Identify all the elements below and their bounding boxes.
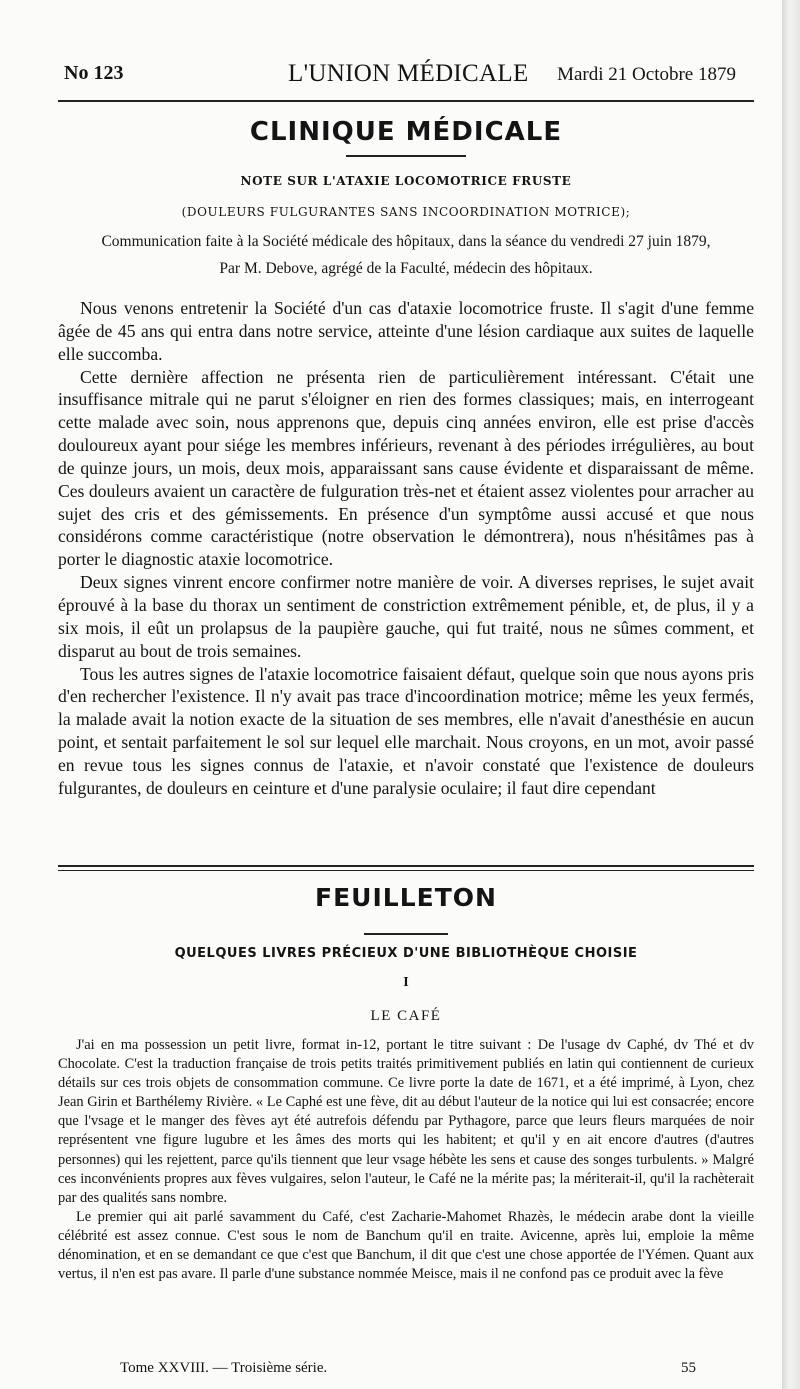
feuilleton-rule-bottom bbox=[58, 870, 754, 871]
paragraph: Deux signes vinrent encore confirmer notre manière de voir. A diverses reprises, le sujet avait éprouvé à la base du thorax un sentiment de constriction extrêmement pénible, et, de plus, il y a six mois, il eût un prolapsus de la paupière gauche, qui fut traité, nous ne sûmes comment, et disparut au bout de trois semaines. bbox=[58, 572, 754, 661]
paragraph: Nous venons entretenir la Société d'un cas d'ataxie locomotrice fruste. Il s'agit d'une femme âgée de 45 ans qui entra dans notre service, atteinte d'une lésion cardiaque aux suites de laquelle elle succomba. bbox=[58, 298, 754, 364]
binding-gutter bbox=[782, 0, 800, 1389]
paragraph: Cette dernière affection ne présenta rien de particulièrement intéressant. C'était une insuffisance mitrale qui ne parut s'éloigner en rien des formes classiques; mais, en interrogeant cette malade avec soin, nous apprenons que, depuis cinq années environ, elle est prise d'accès douloureux ayant pour siége les membres inférieurs, revenant à des périodes irrégulières, au bout de quinze jours, un mois, deux mois, apparaissant sans cause évidente et disparaissant de même. Ces douleurs avaient un caractère de fulguration très-net et étaient assez violentes pour arracher au sujet des cris et des gémissements. En présence d'un symptôme aussi accusé et que nous considérons comme caractéristique (notre observation le démontrera), nous n'hésitâmes pas à porter le diagnostic ataxie locomotrice. bbox=[58, 366, 754, 570]
article-body bbox=[58, 297, 754, 800]
section-title: CLINIQUE MÉDICALE bbox=[249, 117, 563, 147]
issue-date: Mardi 21 Octobre 1879 bbox=[557, 64, 736, 85]
journal-title: L'UNION MÉDICALE bbox=[288, 60, 529, 87]
running-header bbox=[58, 60, 754, 90]
feuilleton-section-rule bbox=[364, 933, 448, 935]
feuilleton-title: FEUILLETON bbox=[315, 883, 497, 912]
chapter-title: LE CAFÉ bbox=[370, 1008, 442, 1024]
article-subtitle: (DOULEURS FULGURANTES SANS INCOORDINATION MOTRICE); bbox=[181, 205, 631, 219]
article-author: Par M. Debove, agrégé de la Faculté, médecin des hôpitaux. bbox=[219, 260, 593, 277]
page-number: 55 bbox=[681, 1360, 696, 1376]
paragraph: J'ai en ma possession un petit livre, format in-12, portant le titre suivant : De l'usage dv Caphé, dv Thé et dv Chocolate. C'est la traduction française de trois petits traités primitivement publiés en latin qui contiennent de curieux détails sur ces trois objets de consommation commune. Ce livre porte la date de 1671, et a été imprimé, à Lyon, chez Jean Girin et Barthélemy Rivière. « Le Caphé est une fève, dit au début l'auteur de la notice qui lui est consacrée; encore que l'vsage et le manger des fèves ayt été autrefois défendu par Pythagore, parce que leurs fleurs marquées de noir représentent vne figure lugubre et les âmes des morts qui les habitent; et qu'il y en ait encore d'autres (d'autres personnes) qui les rejettent, parce qu'ils tiennent que leur vsage hébète les sens et cause des songes turbulents. » Malgré ces inconvénients propres aux fèves vulgaires, selon l'auteur, le Café ne la mérite pas; la mériterait-il, qu'il la rachèterait par des qualités sans nombre. bbox=[58, 1037, 754, 1206]
paragraph: Tous les autres signes de l'ataxie locomotrice faisaient défaut, quelque soin que nous ayons pris d'en rechercher l'existence. Il n'y avait pas trace d'incoordination motrice; même les yeux fermés, la malade avait la notion exacte de la situation de ses membres, elle n'avait d'anesthésie en aucun point, et sentait parfaitement le sol sur lequel elle marchait. Nous croyons, en un mot, avoir passé en revue tous les signes connus de l'ataxie, et n'avoir constaté que l'existence de douleurs fulgurantes, de douleurs en ceinture et d'une paralysie oculaire; il faut dire cependant bbox=[58, 663, 754, 798]
feuilleton-rule-top bbox=[58, 865, 754, 867]
feuilleton-subtitle: QUELQUES LIVRES PRÉCIEUX D'UNE BIBLIOTHÈQUE CHOISIE bbox=[174, 946, 638, 961]
volume-series: Tome XXVIII. — Troisième série. bbox=[120, 1360, 328, 1376]
chapter-number: I bbox=[403, 975, 409, 990]
communication-note: Communication faite à la Société médicale des hôpitaux, dans la séance du vendredi 27 juin 1879, bbox=[101, 233, 711, 250]
feuilleton-body bbox=[58, 1036, 754, 1284]
issue-number: No 123 bbox=[64, 62, 124, 84]
article-title: NOTE SUR L'ATAXIE LOCOMOTRICE FRUSTE bbox=[240, 174, 572, 188]
page-footer bbox=[58, 1360, 754, 1380]
header-rule bbox=[58, 100, 754, 102]
paragraph: Le premier qui ait parlé savamment du Café, c'est Zacharie-Mahomet Rhazès, le médecin arabe dont la vieille célébrité est assez connue. C'est sous le nom de Banchum qu'il en traite. Avicenne, après lui, emploie la même dénomination, et en se demandant ce que c'est que Banchum, il dit que c'est une chose apportée de l'Yémen. Quant aux vertus, il n'en est pas avare. Il parle d'une substance nommée Meisce, mais il ne confond pas ce produit avec la fève bbox=[58, 1208, 754, 1283]
section-rule bbox=[346, 155, 466, 157]
